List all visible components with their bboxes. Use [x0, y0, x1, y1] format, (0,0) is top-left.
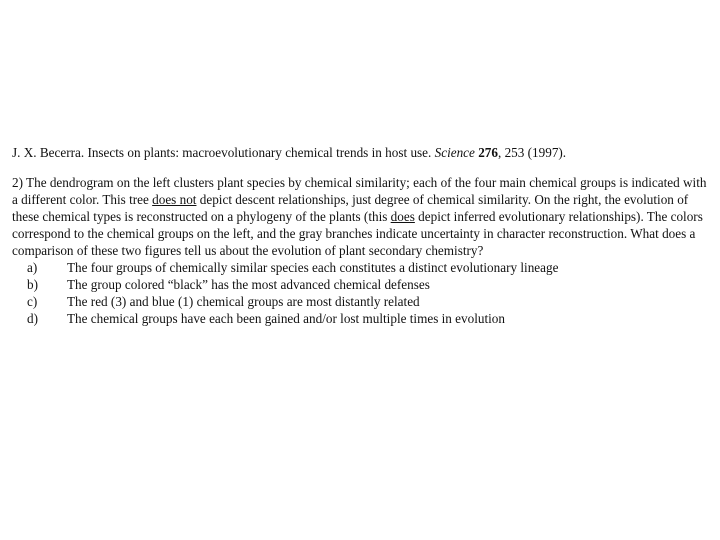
citation-journal: Science: [434, 145, 475, 160]
option-letter: d): [27, 311, 38, 326]
answer-options: [12, 259, 712, 327]
answer-option-b: [12, 276, 712, 293]
citation: [12, 144, 712, 161]
question-part-3: depict inferred evolutionary relationships). The colors correspond to the chemical groups on the left, and the gray branches indicate uncertainty in character reconstruction. What does a comparison of these two figures tell us about the evolution of plant secondary chemistry?: [12, 209, 703, 258]
option-text: The red (3) and blue (1) chemical groups are most distantly related: [67, 294, 420, 309]
answer-option-a: [12, 259, 712, 276]
option-text: The group colored “black” has the most advanced chemical defenses: [67, 277, 430, 292]
question-text: [12, 174, 712, 259]
question-part-1: 2) The dendrogram on the left clusters plant species by chemical similarity; each of the four main chemical groups is indicated with a different color. This tree: [12, 175, 707, 207]
option-letter: c): [27, 294, 38, 309]
option-letter: a): [27, 260, 38, 275]
underline-does: does: [390, 209, 415, 224]
answer-option-c: [12, 293, 712, 310]
citation-authors: J. X. Becerra.: [12, 145, 85, 160]
option-text: The chemical groups have each been gained and/or lost multiple times in evolution: [67, 311, 505, 326]
option-letter: b): [27, 277, 38, 292]
citation-volume: 276: [478, 145, 498, 160]
citation-title: Insects on plants: macroevolutionary chemical trends in host use.: [84, 145, 435, 160]
slide-content: [12, 144, 712, 327]
underline-does-not: does not: [152, 192, 197, 207]
question-part-2: depict descent relationships, just degree of chemical similarity. On the right, the evolution of these chemical types is reconstructed on a phylogeny of the plants (this: [12, 192, 689, 224]
option-text: The four groups of chemically similar species each constitutes a distinct evolutionary lineage: [67, 260, 559, 275]
answer-option-d: [12, 310, 712, 327]
citation-pages-year: , 253 (1997).: [497, 145, 567, 160]
